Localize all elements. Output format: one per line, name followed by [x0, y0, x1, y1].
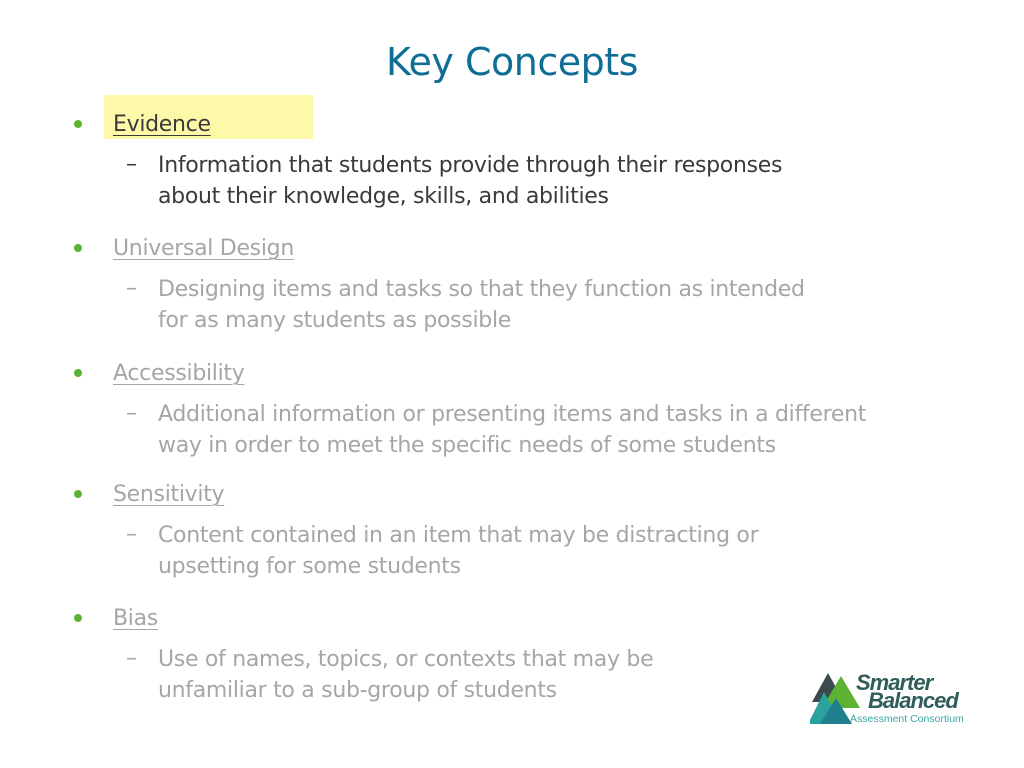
description-line: Content contained in an item that may be distracting or [158, 523, 759, 548]
term-link-universal-design[interactable]: Universal Design [113, 236, 294, 261]
logo-text-consortium: Assessment Consortium [850, 713, 964, 725]
bullet-dot-icon [74, 369, 82, 377]
description-line: about their knowledge, skills, and abilities [158, 184, 609, 209]
description-line: Designing items and tasks so that they function as intended [158, 277, 805, 302]
logo-text-balanced: Balanced [868, 688, 958, 713]
slide-title: Key Concepts [386, 40, 638, 84]
description-line: for as many students as possible [158, 308, 512, 333]
description-line: Information that students provide through their responses [158, 153, 783, 178]
term-link-sensitivity[interactable]: Sensitivity [113, 482, 225, 507]
description-line: upsetting for some students [158, 554, 461, 579]
term-link-evidence[interactable]: Evidence [113, 112, 211, 137]
smarter-balanced-logo [810, 668, 990, 728]
bullet-dot-icon [74, 614, 82, 622]
bullet-dot-icon [74, 244, 82, 252]
bullet-dot-icon [74, 120, 82, 128]
description-line: Use of names, topics, or contexts that may be [158, 647, 654, 672]
term-description [158, 150, 948, 212]
term-description [158, 520, 948, 582]
dash: – [126, 401, 137, 426]
dash: – [126, 152, 137, 177]
description-line: unfamiliar to a sub-group of students [158, 678, 557, 703]
dash: – [126, 522, 137, 547]
description-line: Additional information or presenting items and tasks in a different [158, 402, 867, 427]
dash: – [126, 276, 137, 301]
term-description [158, 399, 948, 461]
term-link-accessibility[interactable]: Accessibility [113, 361, 245, 386]
description-line: way in order to meet the specific needs of some students [158, 433, 776, 458]
bullet-dot-icon [74, 490, 82, 498]
term-link-bias[interactable]: Bias [113, 606, 158, 631]
dash: – [126, 646, 137, 671]
term-description [158, 274, 948, 336]
logo-text-smarter: Smarter [856, 670, 933, 695]
